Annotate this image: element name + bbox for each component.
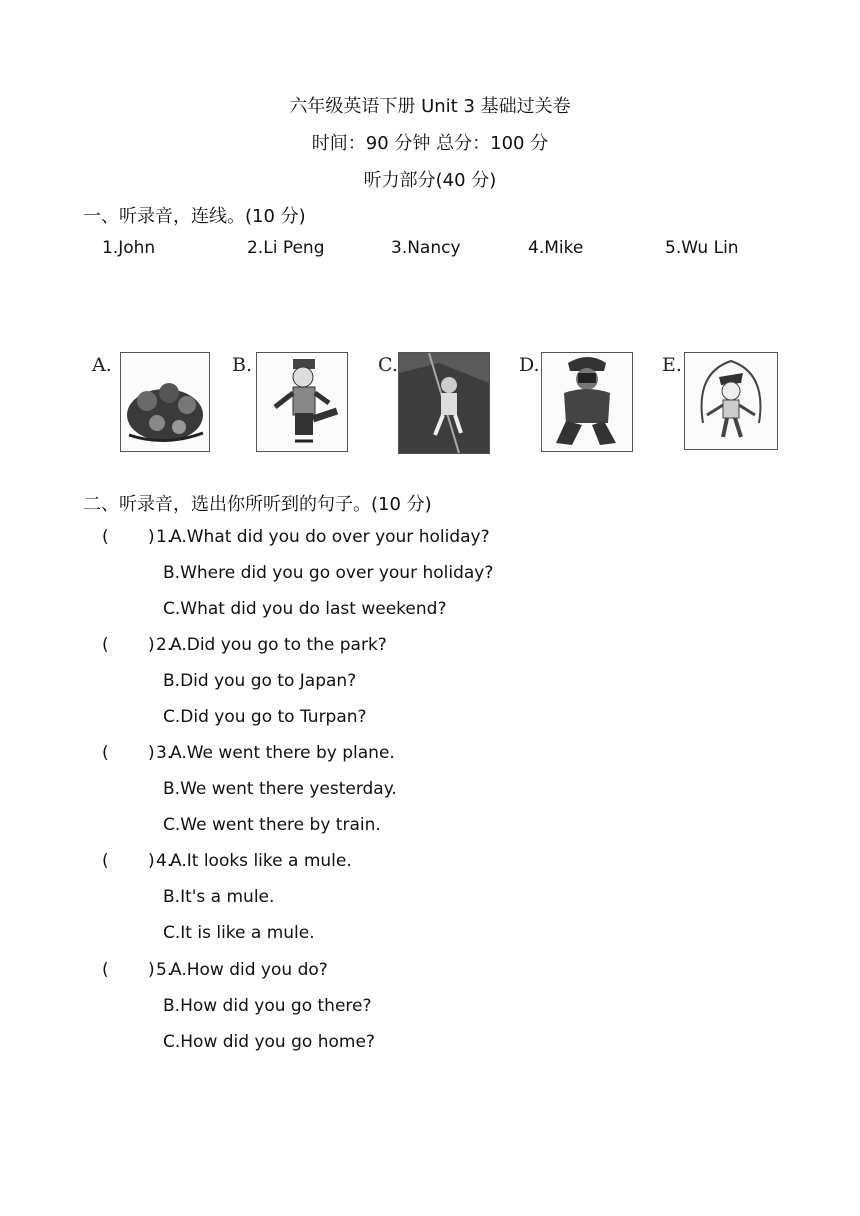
question-number: 4. <box>156 851 173 871</box>
section1-heading: 一、听录音，连线。(10 分) <box>83 206 306 227</box>
photographer-image <box>541 352 633 452</box>
climbing-boy-image <box>398 352 490 454</box>
picture-label: C. <box>378 354 398 376</box>
answer-blank-open[interactable]: ( <box>102 851 109 871</box>
option-b: B.How did you go there? <box>163 996 372 1016</box>
question-number: 5. <box>156 960 173 980</box>
name-item: 2.Li Peng <box>247 238 325 258</box>
part-heading: 听力部分(40 分) <box>363 170 497 191</box>
question-number: 2. <box>156 635 173 655</box>
answer-blank-close: ) <box>148 851 155 871</box>
picture-label: E. <box>662 354 682 376</box>
question-number: 1. <box>156 527 173 547</box>
answer-blank-open[interactable]: ( <box>102 743 109 763</box>
answer-blank-open[interactable]: ( <box>102 960 109 980</box>
answer-blank-close: ) <box>148 527 155 547</box>
picture-row <box>86 340 786 462</box>
option-a: A.Did you go to the park? <box>170 635 387 655</box>
section2-heading: 二、听录音，选出你所听到的句子。(10 分) <box>83 494 432 515</box>
answer-blank-close: ) <box>148 960 155 980</box>
name-item: 5.Wu Lin <box>665 238 739 258</box>
option-b: B.Where did you go over your holiday? <box>163 563 494 583</box>
answer-blank-open[interactable]: ( <box>102 635 109 655</box>
option-c: C.What did you do last weekend? <box>163 599 447 619</box>
name-item: 1.John <box>102 238 156 258</box>
question-number: 3. <box>156 743 173 763</box>
skating-boy-image <box>256 352 348 452</box>
option-c: C.We went there by train. <box>163 815 381 835</box>
option-b: B.Did you go to Japan? <box>163 671 357 691</box>
jump-rope-boy-image <box>684 352 778 450</box>
sledding-group-image <box>120 352 210 452</box>
name-item: 3.Nancy <box>391 238 461 258</box>
option-a: A.How did you do? <box>170 960 328 980</box>
option-c: C.It is like a mule. <box>163 923 315 943</box>
option-a: A.It looks like a mule. <box>170 851 352 871</box>
option-a: A.We went there by plane. <box>170 743 395 763</box>
page-title: 六年级英语下册 Unit 3 基础过关卷 <box>289 96 571 117</box>
picture-label: B. <box>232 354 253 376</box>
option-c: C.Did you go to Turpan? <box>163 707 367 727</box>
name-item: 4.Mike <box>528 238 584 258</box>
answer-blank-close: ) <box>148 635 155 655</box>
option-b: B.It's a mule. <box>163 887 275 907</box>
option-b: B.We went there yesterday. <box>163 779 397 799</box>
picture-label: D. <box>519 354 540 376</box>
picture-label: A. <box>92 354 112 376</box>
time-score-line: 时间：90 分钟 总分：100 分 <box>311 133 549 154</box>
answer-blank-open[interactable]: ( <box>102 527 109 547</box>
option-c: C.How did you go home? <box>163 1032 375 1052</box>
option-a: A.What did you do over your holiday? <box>170 527 490 547</box>
answer-blank-close: ) <box>148 743 155 763</box>
